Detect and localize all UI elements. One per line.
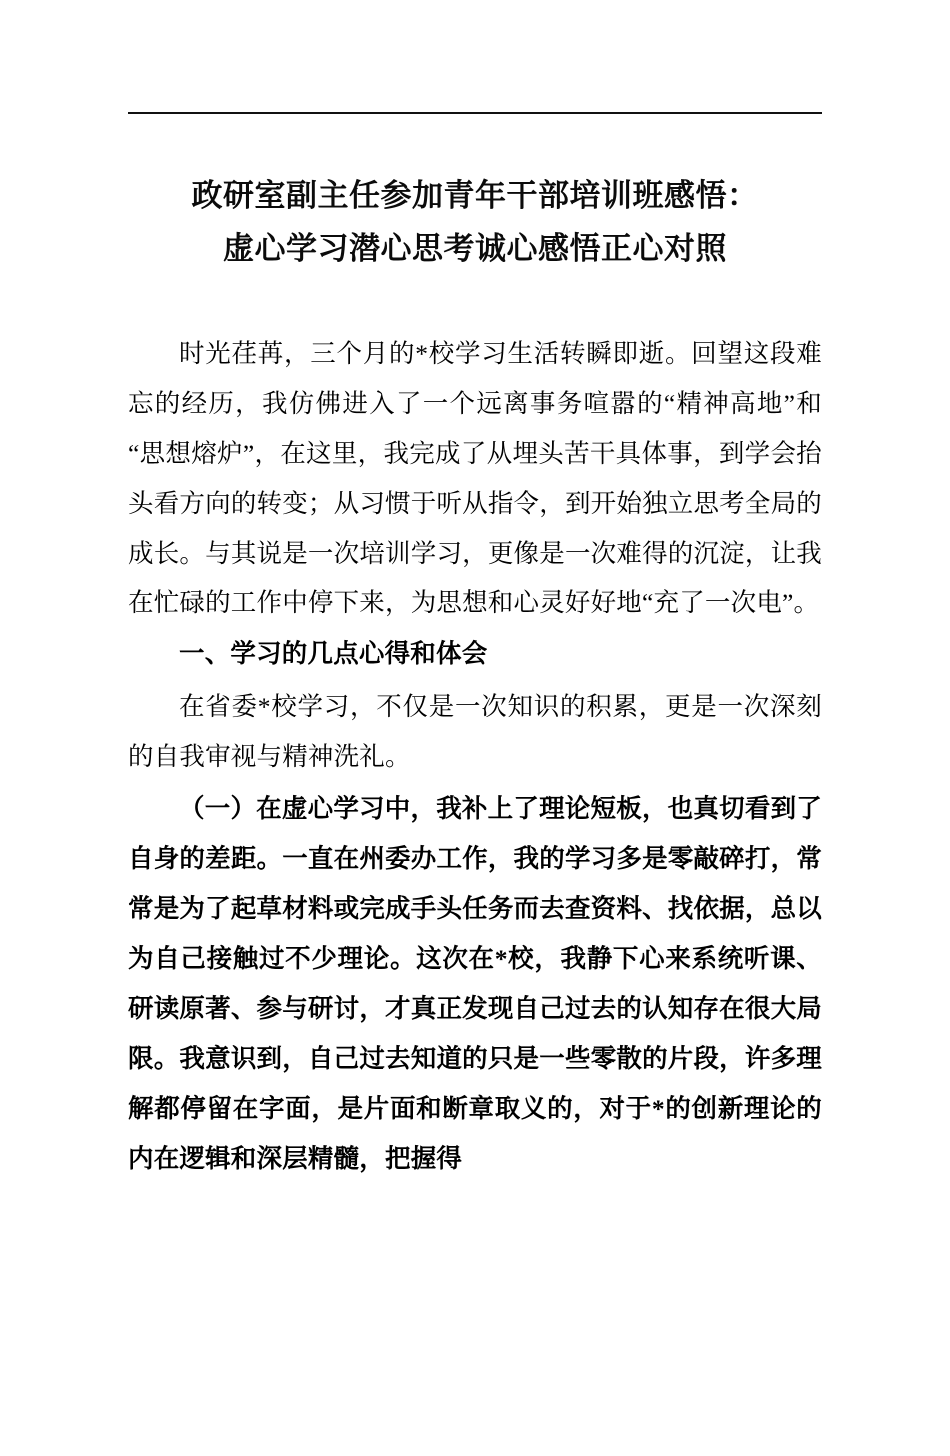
paragraph-intro: 时光荏苒，三个月的*校学习生活转瞬即逝。回望这段难忘的经历，我仿佛进入了一个远离事务喧嚣的“精神高地”和“思想熔炉”，在这里，我完成了从埋头苦干具体事，到学会抬头看方向的转变；从习惯于听从指令，到开始独立思考全局的成长。与其说是一次培训学习，更像是一次难得的沉淀，让我在忙碌的工作中停下来，为思想和心灵好好地“充了一次电”。 (128, 338, 822, 618)
section-heading-1: 一、学习的几点心得和体会 (179, 639, 488, 670)
title-line-2: 虚心学习潜心思考诚心感悟正心对照 (223, 231, 727, 268)
document-body (128, 329, 822, 1186)
title-line-1: 政研室副主任参加青年干部培训班感悟： (191, 178, 759, 214)
paragraph-subsection-1: （一）在虚心学习中，我补上了理论短板，也真切看到了自身的差距。一直在州委办工作，我的学习多是零敲碎打，常常是为了起草材料或完成手头任务而去查资料、找依据，总以为自己接触过不少理论。这次在*校，我静下心来系统听课、研读原著、参与研讨，才真正发现自己过去的认知存在很大局限。我意识到，自己过去知道的只是一些零散的片段，许多理解都停留在字面，是片面和断章取义的，对于*的创新理论的内在逻辑和深层精髓，把握得 (128, 794, 822, 1174)
page-title (128, 170, 822, 277)
document-page (0, 112, 950, 1456)
header-rule (128, 112, 822, 114)
paragraph-section-intro: 在省委*校学习，不仅是一次知识的积累，更是一次深刻的自我审视与精神洗礼。 (128, 692, 822, 772)
